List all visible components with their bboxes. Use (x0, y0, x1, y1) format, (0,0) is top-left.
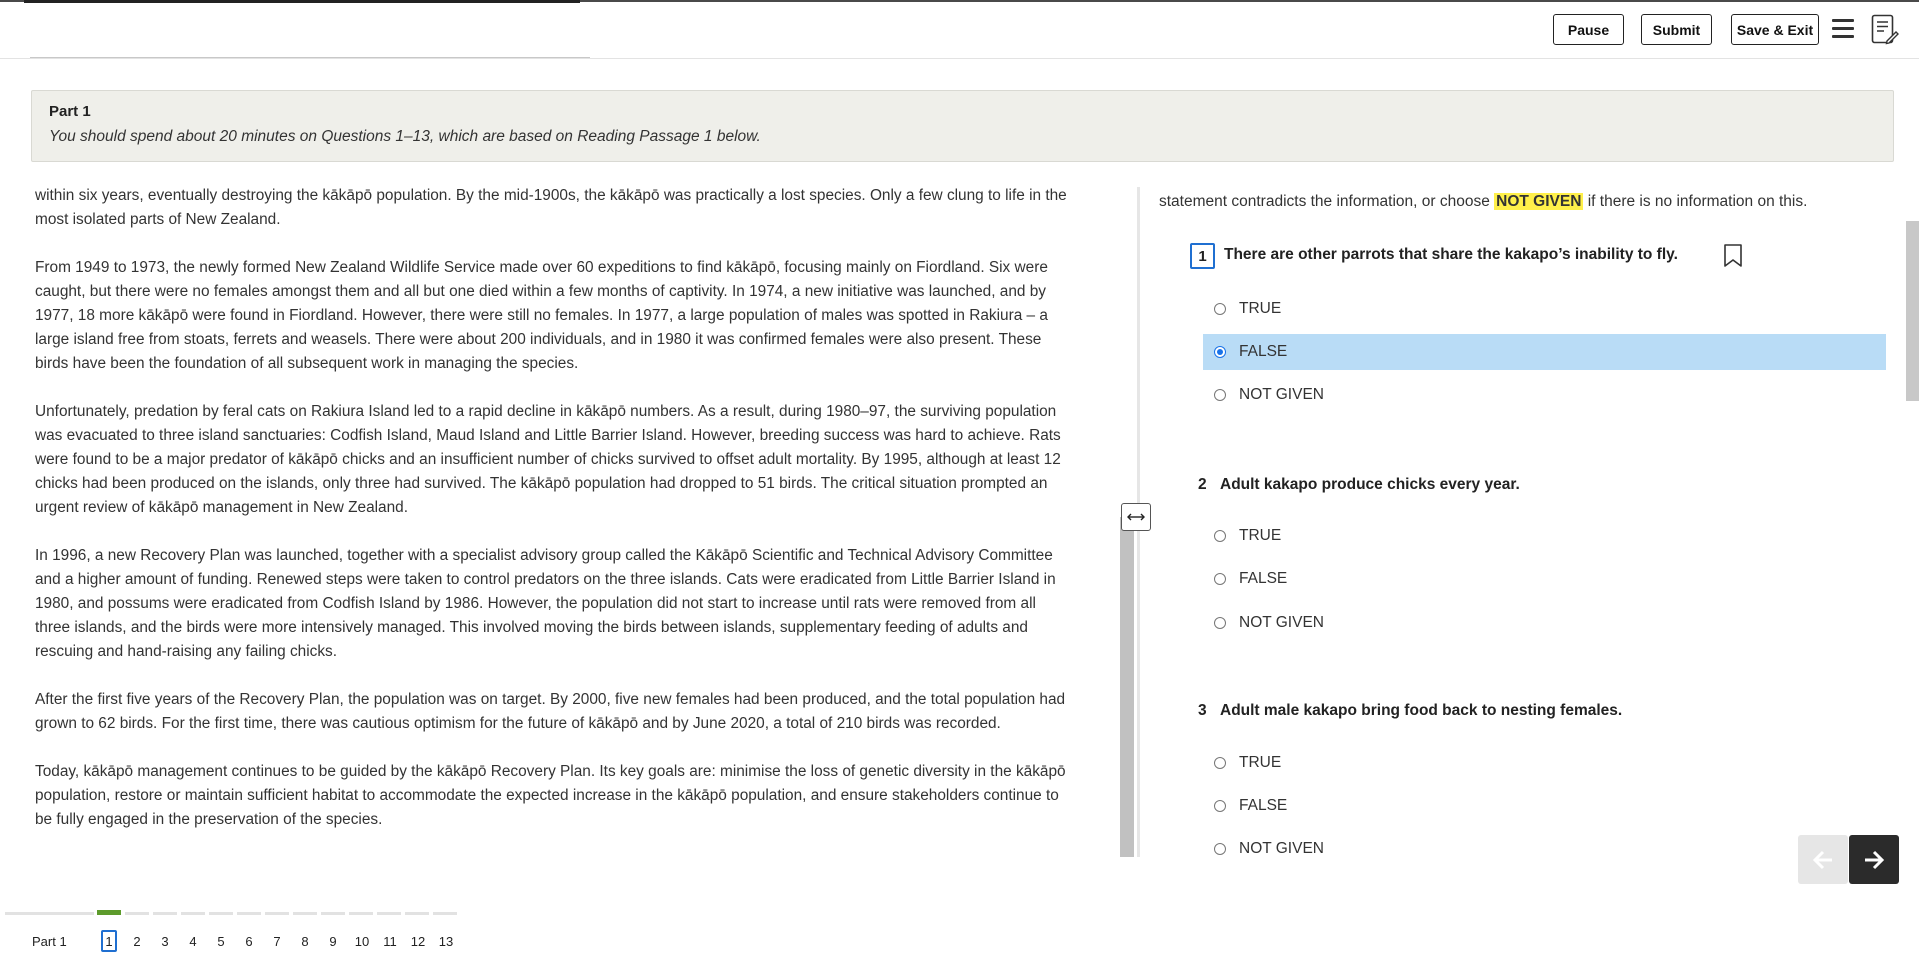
part-instructions: You should spend about 20 minutes on Questions 1–13, which are based on Reading Passage 1 below. (49, 128, 761, 145)
question-link-6[interactable]: 6 (245, 933, 253, 949)
question-1-number: 1 (1190, 243, 1215, 269)
radio-button[interactable] (1214, 757, 1226, 769)
progress-segment (433, 912, 457, 915)
arrow-left-icon (1812, 850, 1834, 870)
option-label: TRUE (1239, 527, 1282, 544)
option-label: FALSE (1239, 570, 1288, 587)
q2-option-false[interactable] (1203, 561, 1886, 597)
question-instructions (1159, 193, 1807, 211)
progress-segment (125, 912, 149, 915)
progress-segment (153, 912, 177, 915)
radio-button[interactable] (1214, 617, 1226, 629)
part-instructions-banner (31, 90, 1894, 162)
question-1-text: There are other parrots that share the kakapo’s inability to fly. (1224, 246, 1678, 263)
footer-part-label[interactable]: Part 1 (32, 934, 67, 949)
radio-button[interactable] (1214, 573, 1226, 585)
option-label: NOT GIVEN (1239, 840, 1324, 857)
q1-option-not-given[interactable] (1203, 377, 1886, 413)
passage-paragraph: In 1996, a new Recovery Plan was launched, together with a specialist advisory group called the Kākāpō Scientific and Technical Advisory Committee and a higher amount of funding. Renewed steps were taken to control predators on the three islands. Cats were eradicated from Little Barrier Island in 1980, and possums were eradicated from Codfish Island by 1986. However, the population did not start to increase until rats were removed from all three islands, and the birds were more intensively managed. This involved moving the birds between islands, supplementary feeding of adults and rescuing and hand-raising any failing chicks. (35, 547, 1056, 660)
submit-button[interactable]: Submit (1641, 14, 1712, 45)
option-label: FALSE (1239, 343, 1288, 360)
instructions-text: statement contradicts the information, or choose (1159, 193, 1495, 210)
question-link-4[interactable]: 4 (189, 933, 197, 949)
progress-segment (265, 912, 289, 915)
progress-segment (237, 912, 261, 915)
previous-button[interactable] (1798, 835, 1848, 884)
question-link-7[interactable]: 7 (273, 933, 281, 949)
question-link-9[interactable]: 9 (329, 933, 337, 949)
question-link-2[interactable]: 2 (133, 933, 141, 949)
question-link-8[interactable]: 8 (301, 933, 309, 949)
question-navigator (0, 900, 1919, 960)
q2-option-not-given[interactable] (1203, 605, 1886, 641)
question-link-11[interactable]: 11 (383, 933, 397, 949)
option-label: TRUE (1239, 300, 1282, 317)
q2-option-true[interactable] (1203, 518, 1886, 554)
passage-scrollbar-thumb[interactable] (1120, 517, 1134, 857)
passage-paragraph: From 1949 to 1973, the newly formed New Zealand Wildlife Service made over 60 expeditions to find kākāpō, focusing mainly on Fiordland. Six were caught, but there were no females amongst them and all but one died within a few months of captivity. In 1974, a new initiative was launched, and by 1977, 18 more kākāpō were found in Fiordland. However, there were still no females. In 1977, a large population of males was spotted in Rakiura – a large island free from stoats, ferrets and weasels. There were about 200 individuals, and in 1980 it was confirmed females were also present. These birds have been the foundation of all subsequent work in managing the species. (35, 259, 1048, 372)
part-title: Part 1 (49, 103, 91, 120)
q1-option-false[interactable] (1203, 334, 1886, 370)
q3-option-true[interactable] (1203, 745, 1886, 781)
instructions-text: if there is no information on this. (1583, 193, 1808, 210)
questions-scrollbar-thumb[interactable] (1906, 221, 1919, 401)
option-label: TRUE (1239, 754, 1282, 771)
notes-edit-icon[interactable] (1871, 14, 1899, 46)
option-label: NOT GIVEN (1239, 386, 1324, 403)
option-label: FALSE (1239, 797, 1288, 814)
radio-button[interactable] (1214, 530, 1226, 542)
header-divider (0, 58, 1919, 59)
bookmark-icon[interactable] (1722, 243, 1744, 269)
save-exit-button[interactable]: Save & Exit (1731, 14, 1819, 45)
radio-button[interactable] (1214, 389, 1226, 401)
progress-segment (5, 912, 94, 915)
progress-segment (405, 912, 429, 915)
q3-option-not-given[interactable] (1203, 831, 1886, 857)
question-link-10[interactable]: 10 (354, 933, 370, 949)
questions-panel (1140, 187, 1902, 857)
hamburger-menu-icon[interactable] (1832, 19, 1854, 39)
progress-segment (181, 912, 205, 915)
question-2-text: Adult kakapo produce chicks every year. (1220, 476, 1520, 493)
progress-segment (321, 912, 345, 915)
question-link-5[interactable]: 5 (217, 933, 225, 949)
passage-paragraph: Unfortunately, predation by feral cats on Rakiura Island led to a rapid decline in kākāpō numbers. As a result, during 1980–97, the surviving population was evacuated to three island sanctuaries: Codfish Island, Maud Island and Little Barrier Island. However, breeding success was hard to achieve. Rats were found to be a major predator of kākāpō chicks and an insufficient number of chicks survived to offset adult mortality. By 1995, although at least 12 chicks had been produced on the islands, only three had survived. The kākāpō population had dropped to 51 birds. The critical situation prompted an urgent review of kākāpō management in New Zealand. (35, 403, 1061, 516)
highlighted-term: NOT GIVEN (1496, 193, 1582, 210)
question-link-3[interactable]: 3 (161, 933, 169, 949)
header-accent-line (24, 0, 580, 3)
question-link-13[interactable]: 13 (438, 933, 454, 949)
question-link-12[interactable]: 12 (410, 933, 426, 949)
question-link-1[interactable]: 1 (101, 930, 117, 952)
passage-paragraph: Today, kākāpō management continues to be guided by the kākāpō Recovery Plan. Its key goals are: minimise the loss of genetic diversity in the kākāpō population, restore or maintain sufficient habitat to accommodate the expected increase in the kākāpō population, and ensure stakeholders continue to be fully engaged in the preservation of the species. (35, 763, 1066, 828)
progress-segment-current (97, 910, 121, 915)
next-button[interactable] (1849, 835, 1899, 884)
passage-paragraph: within six years, eventually destroying the kākāpō population. By the mid-1900s, the kākāpō was practically a lost species. Only a few clung to life in the most isolated parts of New Zealand. (35, 187, 1067, 228)
radio-button[interactable] (1214, 303, 1226, 315)
q1-option-true[interactable] (1203, 291, 1886, 327)
arrow-right-icon (1863, 850, 1885, 870)
radio-button[interactable] (1214, 843, 1226, 855)
progress-segment (209, 912, 233, 915)
q3-option-false[interactable] (1203, 788, 1886, 824)
question-2-number: 2 (1198, 476, 1207, 493)
progress-segment (349, 912, 373, 915)
radio-button[interactable] (1214, 346, 1226, 358)
option-label: NOT GIVEN (1239, 614, 1324, 631)
pause-button[interactable]: Pause (1553, 14, 1624, 45)
question-3-text: Adult male kakapo bring food back to nesting females. (1220, 702, 1623, 719)
radio-button[interactable] (1214, 800, 1226, 812)
top-header (0, 0, 1919, 59)
reading-passage (35, 184, 1075, 856)
progress-segment (293, 912, 317, 915)
progress-segment (377, 912, 401, 915)
header-divider-accent (30, 57, 590, 58)
question-3-number: 3 (1198, 702, 1207, 719)
passage-paragraph: After the first five years of the Recovery Plan, the population was on target. By 2000, five new females had been produced, and the total population had grown to 62 birds. For the first time, there was cautious optimism for the future of kākāpō and by June 2020, a total of 210 birds was recorded. (35, 691, 1066, 732)
